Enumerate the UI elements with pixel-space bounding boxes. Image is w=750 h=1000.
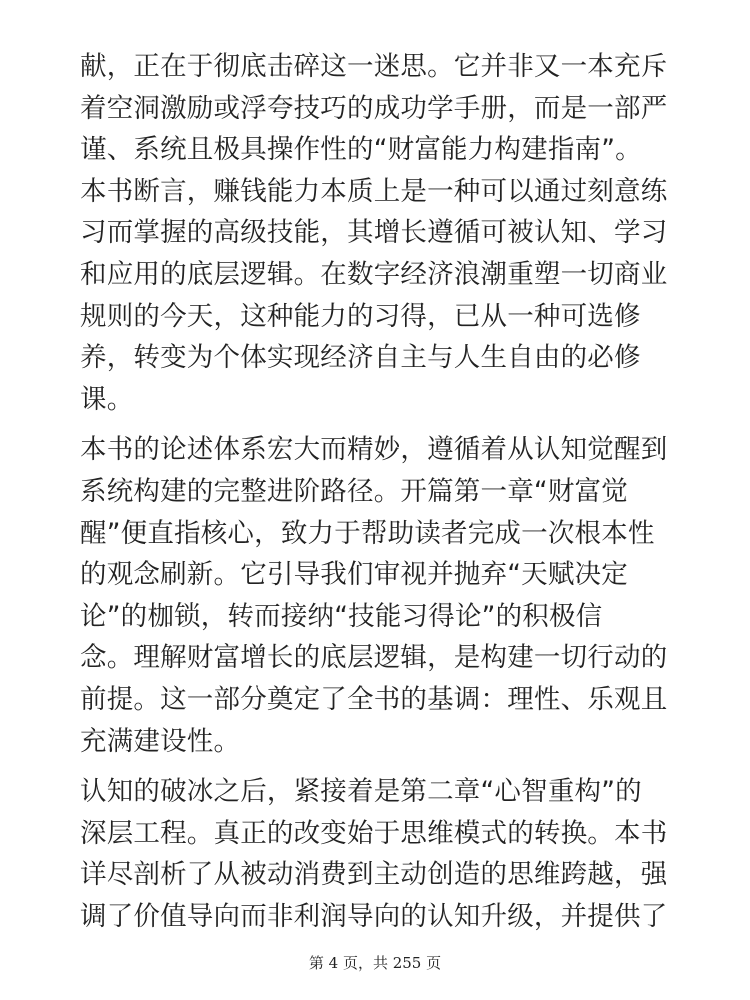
page-number-footer: 第 4 页，共 255 页 bbox=[308, 954, 442, 972]
paragraph-1 bbox=[80, 46, 680, 420]
text-line: 本书断言，赚钱能力本质上是一种可以通过刻意练 bbox=[80, 175, 668, 207]
text-line: 论”的枷锁，转而接纳“技能习得论”的积极信 bbox=[80, 600, 603, 632]
text-line: 本书的论述体系宏大而精妙，遵循着从认知觉醒到 bbox=[80, 434, 668, 466]
text-line: 养，转变为个体实现经济自主与人生自由的必修 bbox=[80, 342, 641, 374]
text-line: 着空洞激励或浮夸技巧的成功学手册，而是一部严 bbox=[80, 92, 668, 124]
text-line: 前提。这一部分奠定了全书的基调：理性、乐观且 bbox=[80, 683, 668, 715]
text-line: 规则的今天，这种能力的习得，已从一种可选修 bbox=[80, 300, 641, 332]
paragraph-3 bbox=[80, 771, 680, 937]
text-line: 深层工程。真正的改变始于思维模式的转换。本书 bbox=[80, 817, 668, 849]
text-line: 充满建设性。 bbox=[80, 725, 241, 757]
text-line: 的观念刷新。它引导我们审视并抛弃“天赋决定 bbox=[80, 559, 628, 591]
text-line: 谨、系统且极具操作性的“财富能力构建指南”。 bbox=[80, 134, 642, 166]
text-line: 课。 bbox=[80, 383, 134, 415]
text-line: 念。理解财富增长的底层逻辑，是构建一切行动的 bbox=[80, 642, 668, 674]
paragraph-2 bbox=[80, 429, 680, 762]
body-text bbox=[80, 46, 680, 946]
text-line: 调了价值导向而非利润导向的认知升级，并提供了 bbox=[80, 900, 668, 932]
text-line: 习而掌握的高级技能，其增长遵循可被认知、学习 bbox=[80, 217, 668, 249]
text-line: 献，正在于彻底击碎这一迷思。它并非又一本充斥 bbox=[80, 51, 668, 82]
text-line: 和应用的底层逻辑。在数字经济浪潮重塑一切商业 bbox=[80, 258, 668, 290]
text-line: 醒”便直指核心，致力于帮助读者完成一次根本性 bbox=[80, 517, 655, 549]
text-line: 详尽剖析了从被动消费到主动创造的思维跨越，强 bbox=[80, 859, 668, 891]
text-line: 系统构建的完整进阶路径。开篇第一章“财富觉 bbox=[80, 475, 628, 507]
text-line: 认知的破冰之后，紧接着是第二章“心智重构”的 bbox=[80, 776, 642, 808]
